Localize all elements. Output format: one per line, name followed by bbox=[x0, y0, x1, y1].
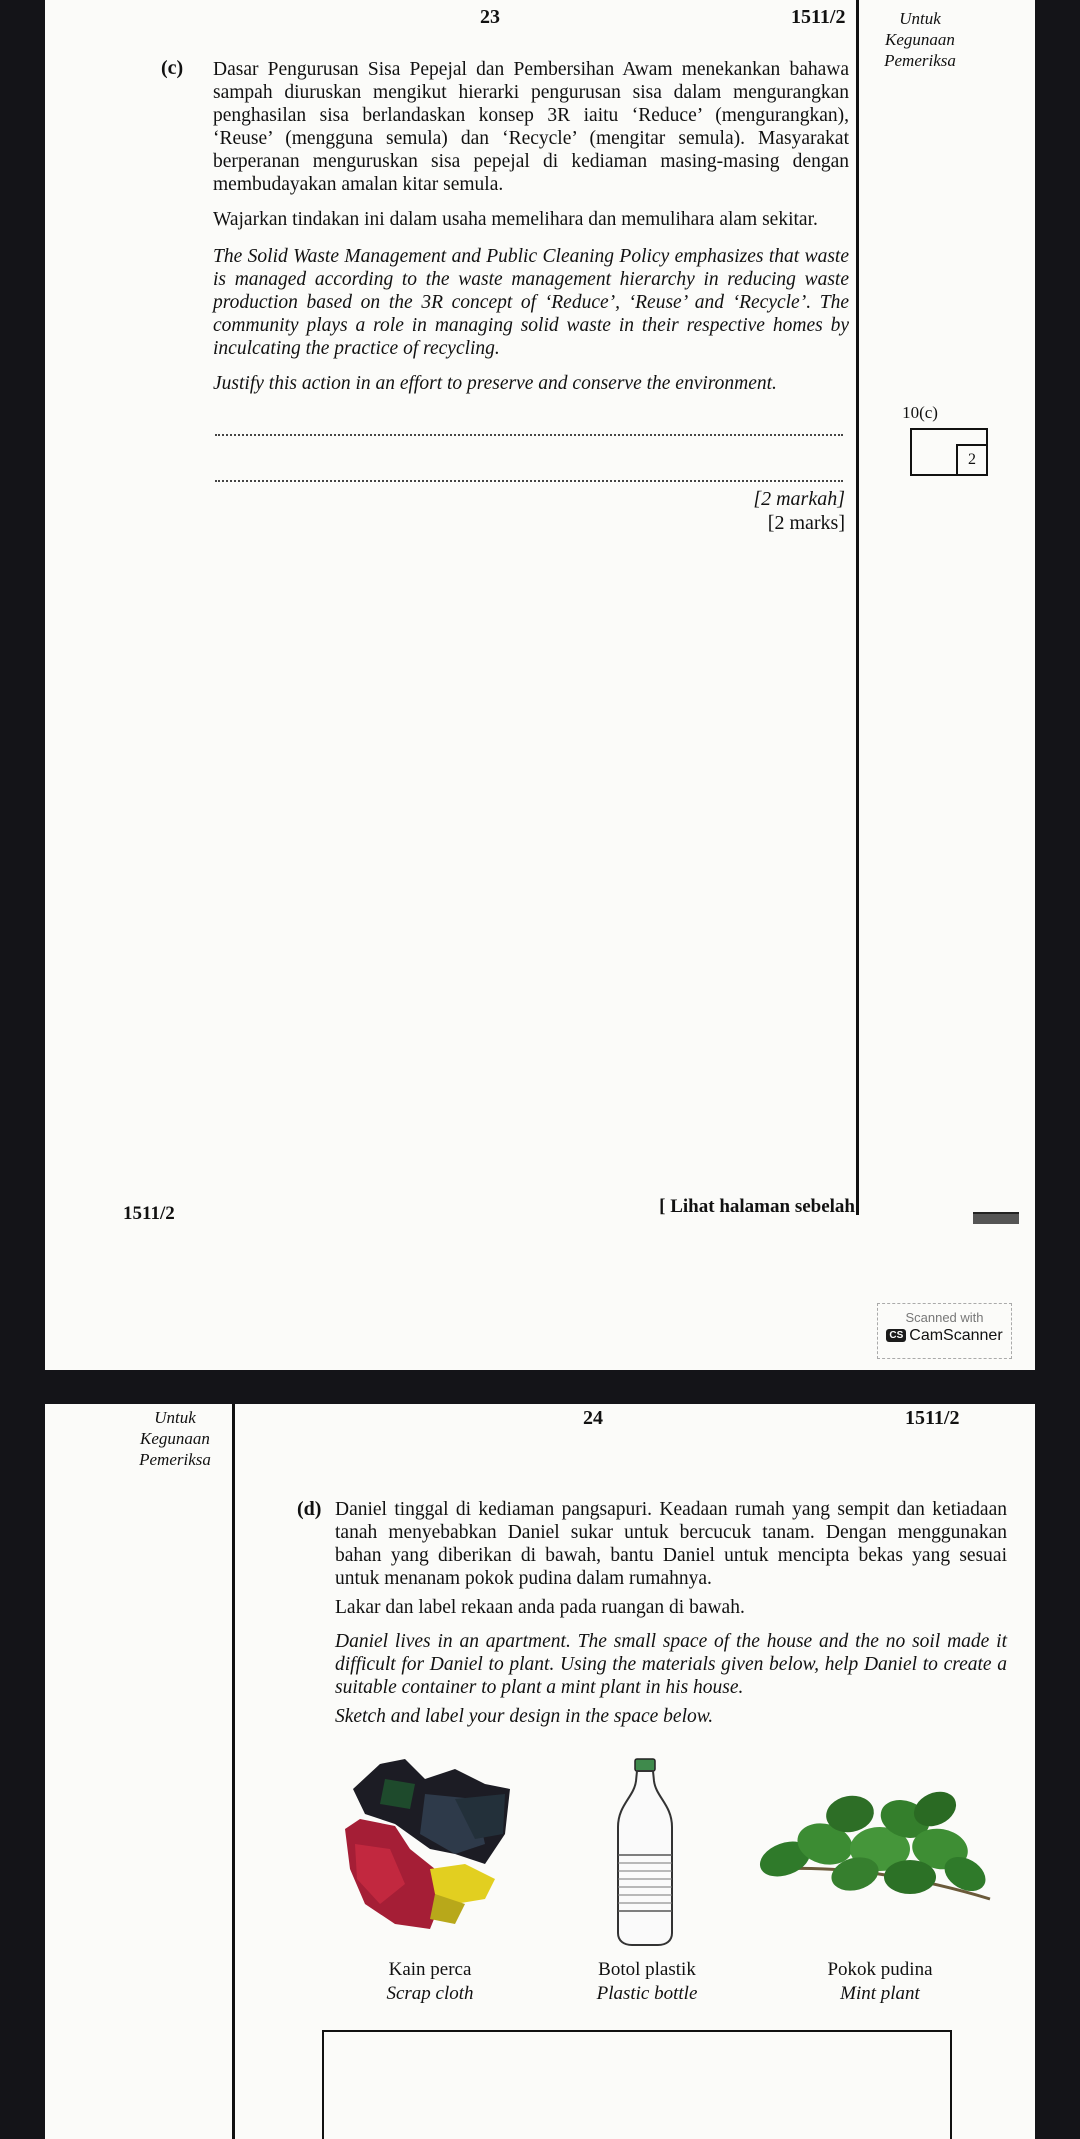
examiner-use-label: Untuk Kegunaan Pemeriksa bbox=[884, 9, 956, 70]
camscanner-logo-icon: CS bbox=[886, 1329, 906, 1342]
paper-code: 1511/2 bbox=[905, 1407, 960, 1429]
mark-box-label: 10(c) bbox=[902, 403, 938, 422]
page-number: 23 bbox=[480, 6, 500, 28]
plastic-bottle-icon bbox=[610, 1757, 680, 1947]
question-instruction-english: Sketch and label your design in the space below. bbox=[335, 1706, 714, 1727]
marks-allocation: [2 markah] [2 marks] bbox=[753, 488, 845, 534]
answer-line[interactable] bbox=[215, 434, 843, 436]
exam-page-24 bbox=[45, 1404, 1035, 2139]
question-text-malay: Dasar Pengurusan Sisa Pepejal dan Pembersihan Awam menekankan bahawa sampah diuruskan mengikut hierarki pengurusan sisa dalam mengurangkan penghasilan sisa berlandaskan konsep 3R iaitu ‘Reduce’ (mengurangkan), ‘Reuse’ (mengguna semula) dan ‘Recycle’ (mengitar semula). Masyarakat berperanan menguruskan sisa pepejal di kediaman masing-masing dengan membudayakan amalan kitar semula. bbox=[213, 59, 849, 195]
max-mark: 2 bbox=[956, 444, 986, 474]
exam-page-23 bbox=[45, 0, 1035, 1370]
question-text-malay: Daniel tinggal di kediaman pangsapuri. Keadaan rumah yang sempit dan ketiadaan tanah menyebabkan Daniel sukar untuk bercucuk tanam. Dengan menggunakan bahan yang diberikan di bawah, bantu Daniel untuk mencipta bekas yang sesuai untuk menanam pokok pudina dalam rumahnya. bbox=[335, 1499, 1007, 1589]
question-label: (d) bbox=[297, 1498, 322, 1520]
page-number: 24 bbox=[583, 1407, 603, 1429]
footer-paper-code: 1511/2 bbox=[123, 1203, 175, 1224]
mint-plant-icon bbox=[755, 1789, 995, 1909]
question-instruction-malay: Wajarkan tindakan ini dalam usaha memelihara dan memulihara alam sekitar. bbox=[213, 209, 818, 230]
question-label: (c) bbox=[161, 57, 184, 79]
scrap-cloth-icon bbox=[335, 1754, 525, 1939]
answer-line[interactable] bbox=[215, 480, 843, 482]
examiner-use-label: Untuk Kegunaan Pemeriksa bbox=[139, 1408, 211, 1469]
material-caption-plastic-bottle: Botol plastik Plastic bottle bbox=[596, 1959, 698, 2004]
material-caption-mint-plant: Pokok pudina Mint plant bbox=[827, 1959, 933, 2004]
question-text-english: Daniel lives in an apartment. The small space of the house and the no soil made it difficult for Daniel to plant. Using the materials given below, help Daniel to create a suitable container to plant a mint plant in his house. bbox=[335, 1631, 1007, 1698]
footer-next-page: [ Lihat halaman sebelah bbox=[659, 1196, 855, 1217]
sketch-answer-area[interactable] bbox=[322, 2030, 952, 2139]
camscanner-watermark: Scanned with CS CamScanner bbox=[877, 1303, 1012, 1359]
question-instruction-malay: Lakar dan label rekaan anda pada ruangan di bawah. bbox=[335, 1597, 745, 1618]
examiner-column-line bbox=[856, 0, 859, 1215]
question-instruction-english: Justify this action in an effort to preserve and conserve the environment. bbox=[213, 373, 777, 394]
mark-box bbox=[910, 428, 988, 476]
paper-code: 1511/2 bbox=[791, 6, 846, 28]
question-text-english: The Solid Waste Management and Public Cleaning Policy emphasizes that waste is managed according to the waste management hierarchy in reducing waste production based on the 3R concept of ‘Reduce’, ‘Reuse’ and ‘Recycle’. The community plays a role in managing solid waste in their respective homes by inculcating the practice of recycling. bbox=[213, 246, 849, 359]
examiner-column-line bbox=[232, 1404, 235, 2139]
footer-bar bbox=[973, 1212, 1019, 1224]
material-caption-scrap-cloth: Kain perca Scrap cloth bbox=[386, 1959, 474, 2004]
